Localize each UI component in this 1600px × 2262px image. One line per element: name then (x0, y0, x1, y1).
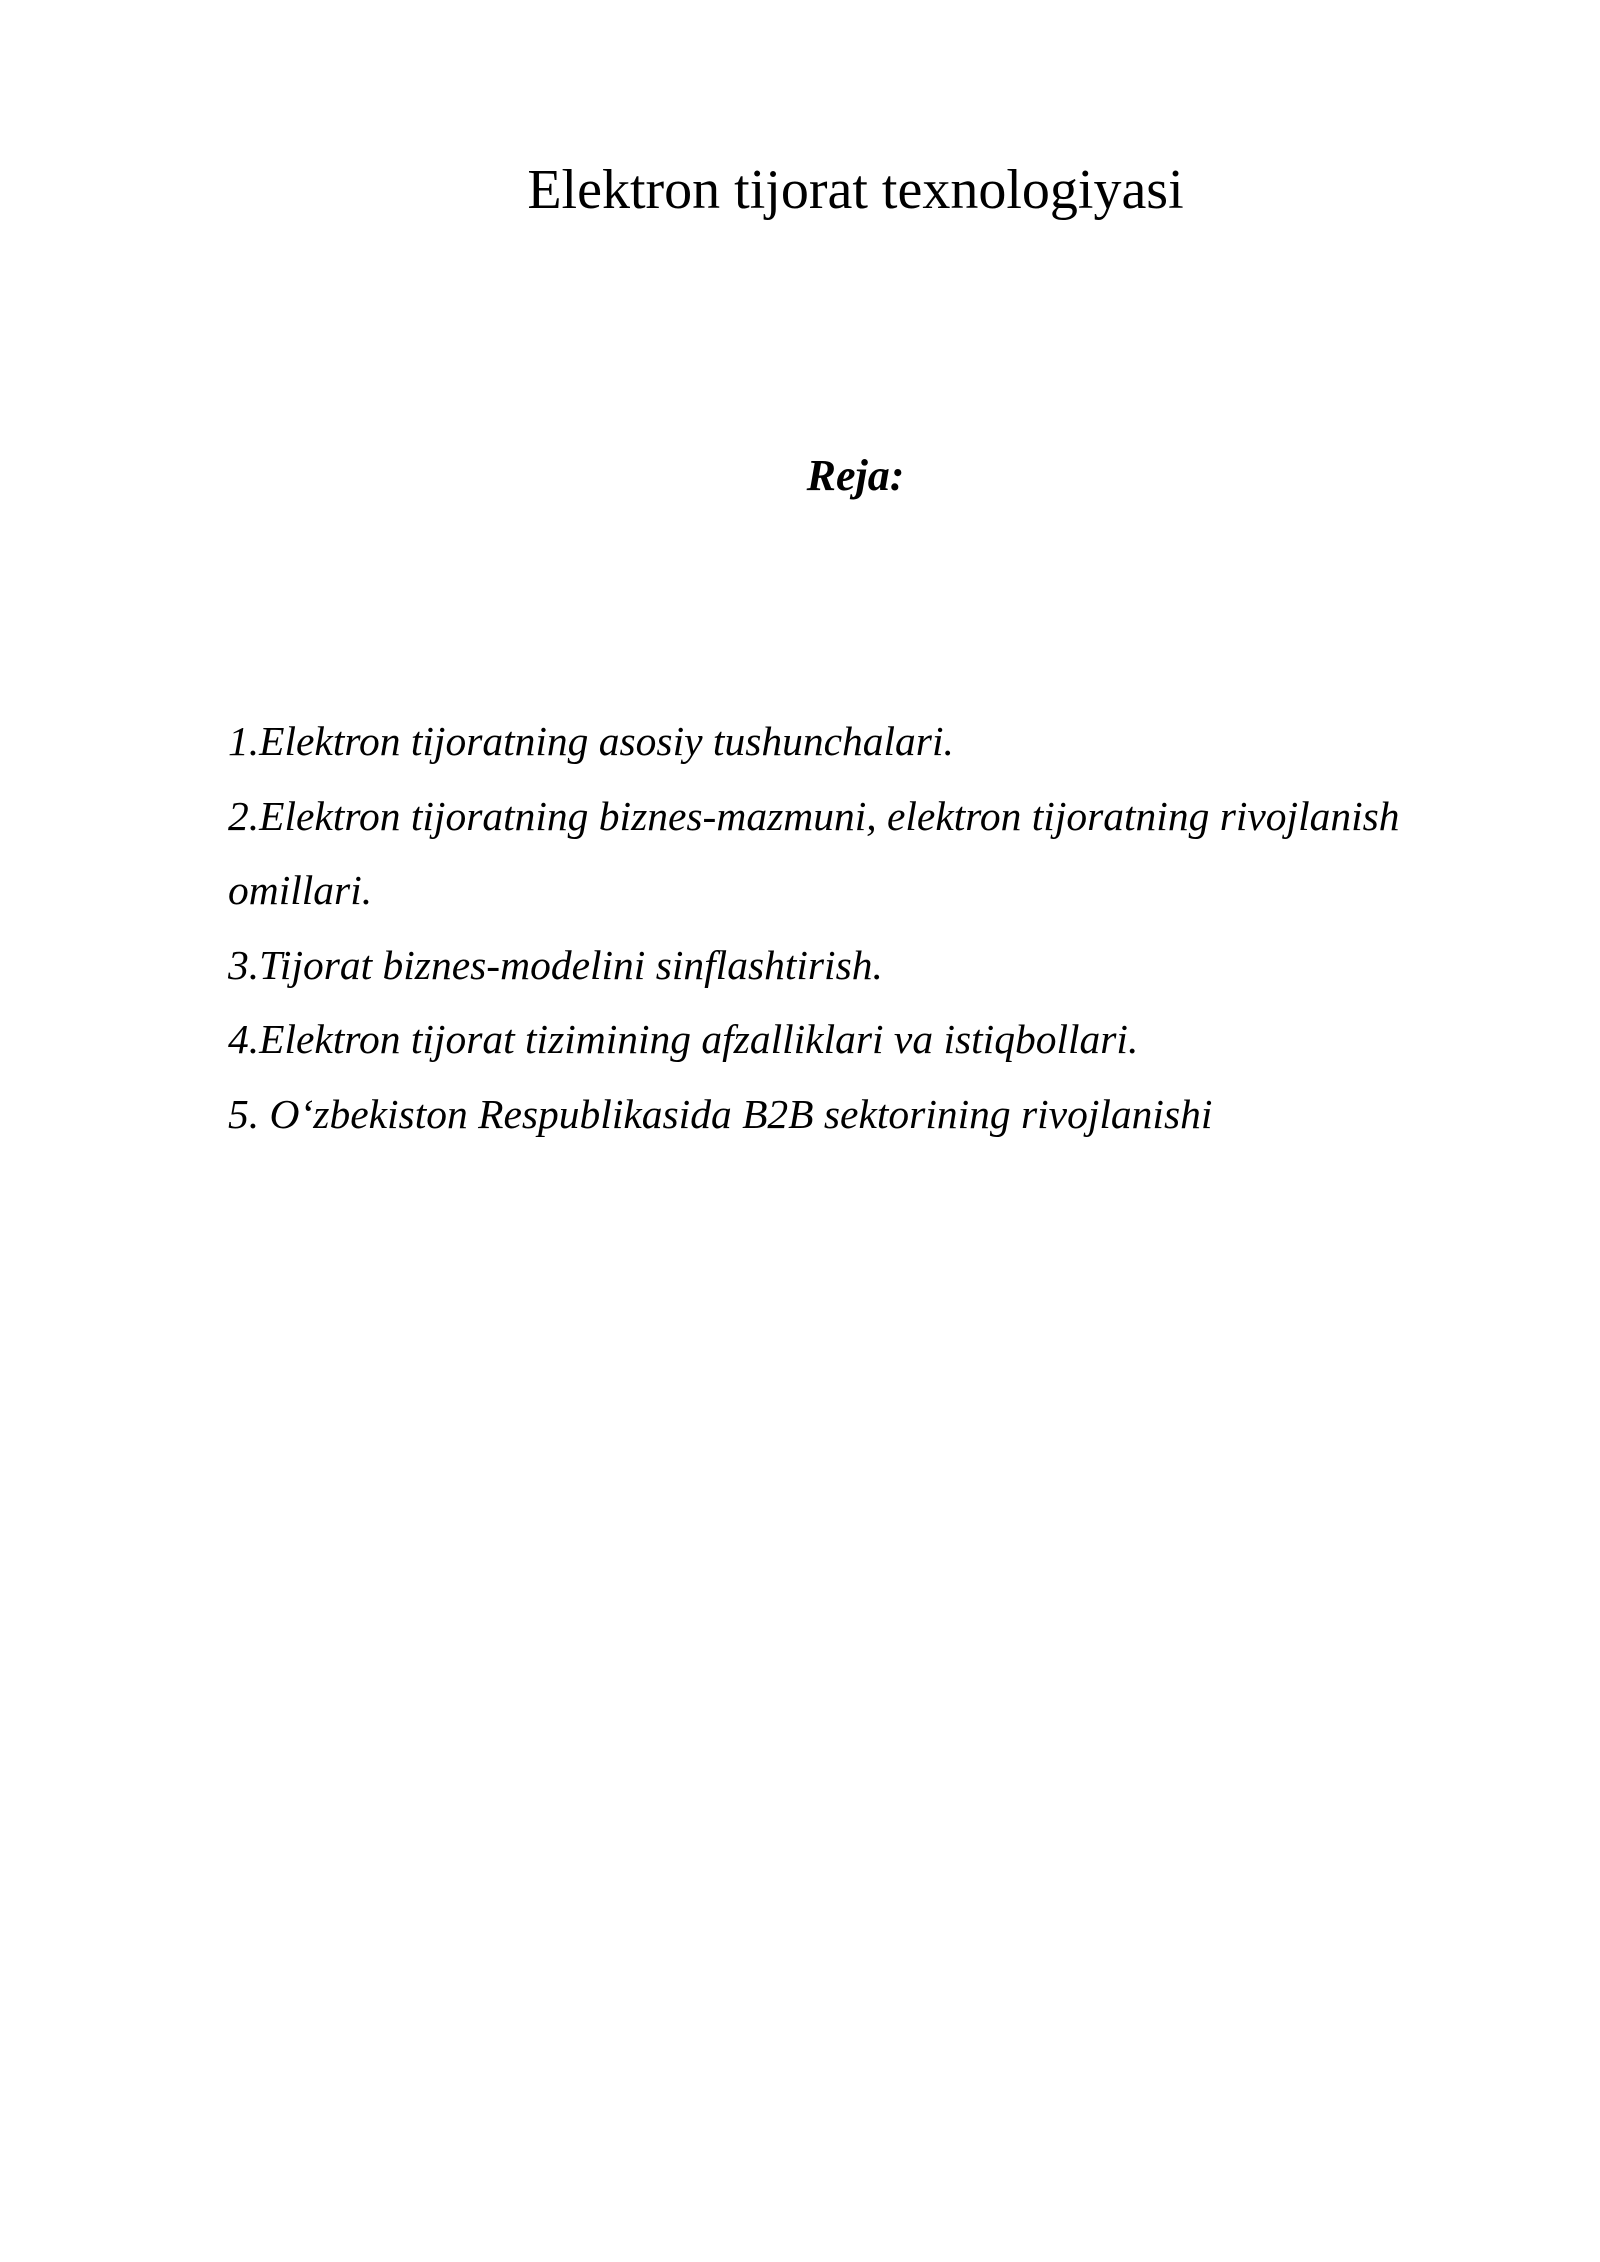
plan-item: 2.Elektron tijoratning biznes-mazmuni, elektron tijoratning rivojlanish omillari. (228, 792, 1400, 913)
page-title: Elektron tijorat texnologiyasi (527, 159, 1184, 221)
plan-item: 4.Elektron tijorat tizimining afzalliklari va istiqbollari. (228, 1016, 1139, 1062)
plan-item: 1.Elektron tijoratning asosiy tushunchalari. (228, 718, 954, 764)
plan-heading: Reja: (806, 451, 905, 500)
plan-item: 5. O‘zbekiston Respublikasida B2B sektorining rivojlanishi (228, 1090, 1213, 1137)
plan-item: 3.Tijorat biznes-modelini sinflashtirish. (228, 941, 883, 988)
plan-list (228, 704, 1478, 1151)
